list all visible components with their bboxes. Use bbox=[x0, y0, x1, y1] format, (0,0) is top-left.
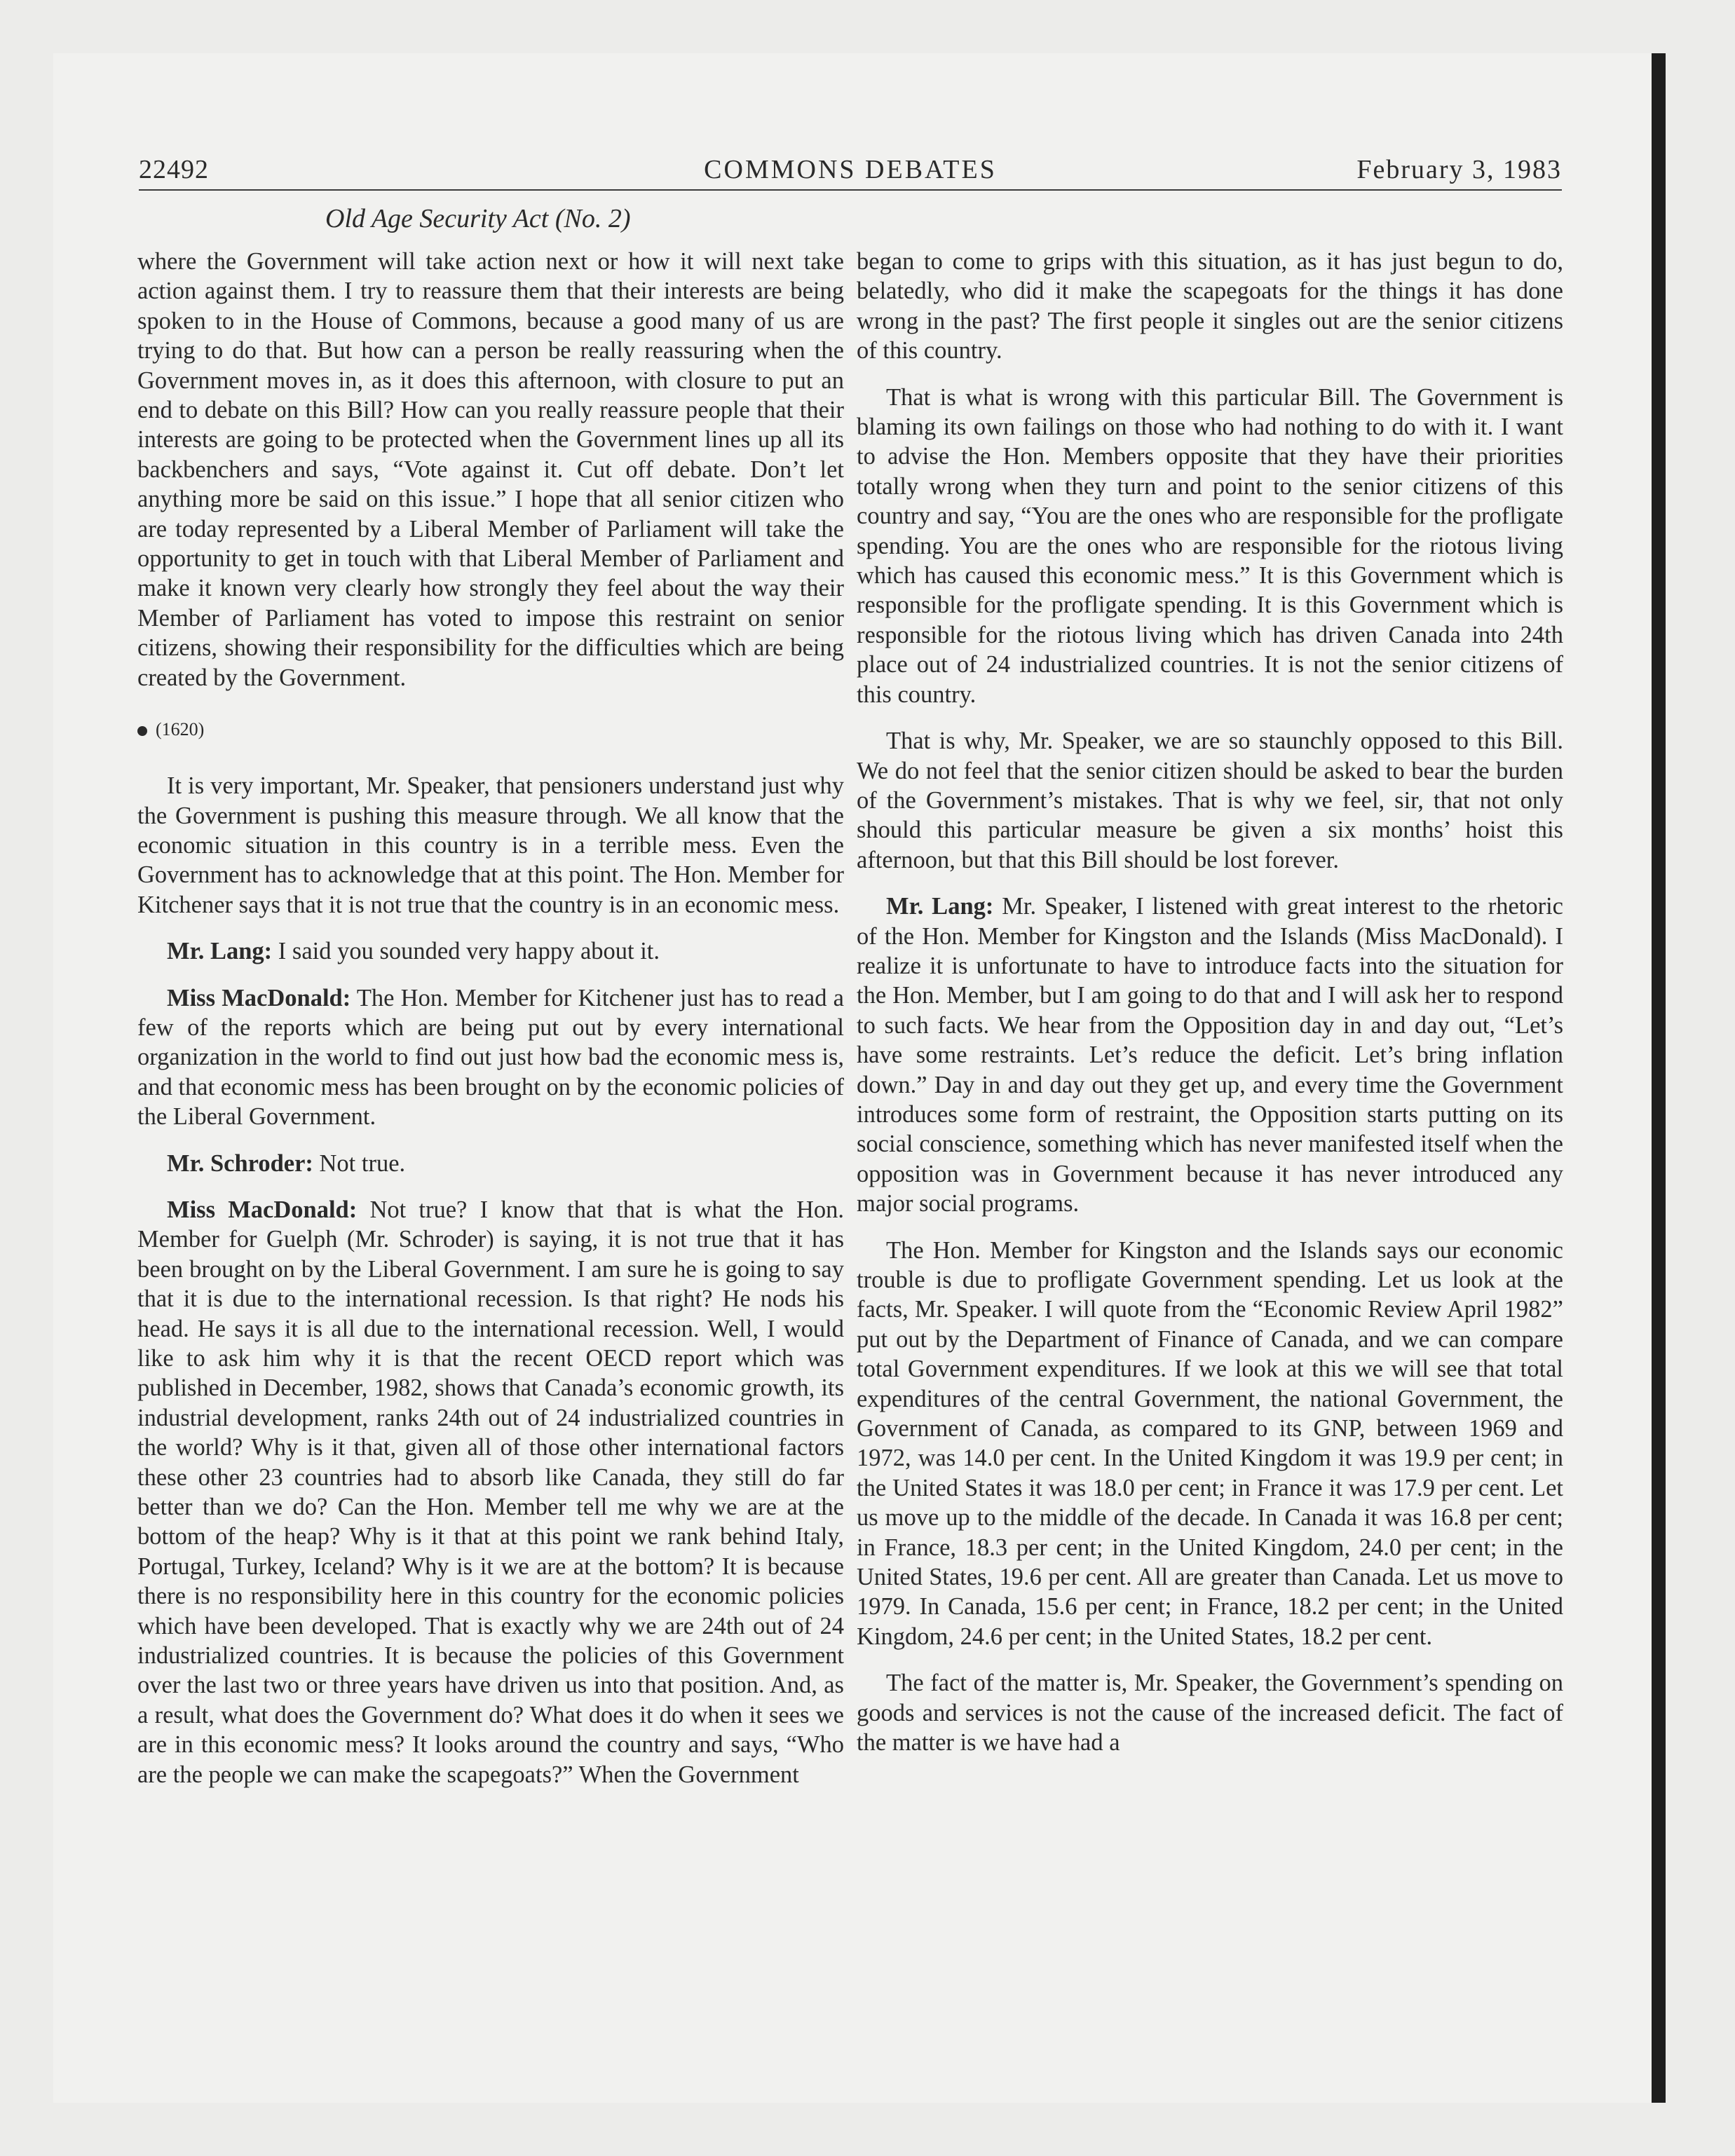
scan-edge bbox=[1652, 53, 1666, 2103]
speaker-name: Mr. Schroder: bbox=[167, 1149, 313, 1177]
time-marker bbox=[137, 719, 844, 740]
paragraph bbox=[137, 1195, 844, 1789]
speech-text: Not true? I know that that is what the Hon. Member for Guelph (Mr. Schroder) is saying, it is not true that it has been brought on by the Liberal Government. I am sure he is going to say that it is due to the international recession. Is that right? He nods his head. He says it is all due to the international recession. Well, I would like to ask him why it is that the recent OECD report which was published in December, 1982, shows that Canada’s economic growth, its industrial development, ranks 24th out of 24 industrialized countries in the world? Why is it that, given all of those other international factors these other 23 countries had to absorb like Canada, they still do far better than we do? Can the Hon. Member tell me why we are at the bottom of the heap? Why is it that at this point we rank behind Italy, Portugal, Turkey, Iceland? Why is it we are at the bottom? It is because there is no responsibility here in this country for the economic policies which have been developed. That is exactly why we are 24th out of 24 industrialized countries. It is because the policies of this Government over the last two or three years have driven us into that position. And, as a result, what does the Government do? What does it do when it sees we are in this economic mess? It looks around the country and says, “Who are the people we can make the scapegoats?” When the Government bbox=[137, 1196, 844, 1788]
publication-title: COMMONS DEBATES bbox=[704, 155, 997, 184]
paragraph: That is what is wrong with this particular Bill. The Government is blaming its own failings on those who had nothing to do with it. I want to advise the Hon. Members opposite that they have their priorities totally wrong when they turn and point to the senior citizens of this country and say, “You are the ones who are responsible for the profligate spending. You are the ones who are responsible for the riotous living which has caused this economic mess.” It is this Government which is responsible for the profligate spending. It is this Government which is responsible for the riotous living which has driven Canada into 24th place out of 24 industrialized countries. It is not the senior citizens of this country. bbox=[857, 383, 1563, 708]
paragraph: It is very important, Mr. Speaker, that pensioners understand just why the Government is pushing this measure through. We all know that the economic situation in this country is in a terrible mess. Even the Government has to acknowledge that at this point. The Hon. Member for Kitchener says that it is not true that the country is in an economic mess. bbox=[137, 772, 844, 918]
paragraph: The fact of the matter is, Mr. Speaker, the Government’s spending on goods and services is not the cause of the increased deficit. The fact of the matter is we have had a bbox=[857, 1670, 1563, 1756]
speech-text: Not true. bbox=[313, 1149, 406, 1177]
speech-text: I said you sounded very happy about it. bbox=[272, 938, 660, 965]
paragraph: where the Government will take action next or how it will next take action against them. I try to reassure them that their interests are being spoken to in the House of Commons, because a good many of us are trying to do that. But how can a person be really reassuring when the Government moves in, as it does this afternoon, with closure to put an end to debate on this Bill? How can you really reassure people that their interests are going to be protected when the Government lines up all its backbenchers and says, “Vote against it. Cut off debate. Don’t let anything more be said on this issue.” I hope that all senior citizen who are today represented by a Liberal Member of Parliament will take the opportunity to get in touch with that Liberal Member of Parliament and make it known very clearly how strongly they feel about the way their Member of Parliament has voted to impose this restraint on senior citizens, showing their responsibility for the difficulties which are being created by the Government. bbox=[137, 248, 844, 691]
time-marker-label: (1620) bbox=[156, 719, 205, 740]
paragraph: began to come to grips with this situation, as it has just begun to do, belatedly, who did it make the scapegoats for the things it has done wrong in the past? The first people it singles out are the senior citizens of this country. bbox=[857, 248, 1563, 364]
speaker-name: Miss MacDonald: bbox=[167, 984, 351, 1011]
page-date: February 3, 1983 bbox=[1356, 155, 1562, 184]
speaker-name: Miss MacDonald: bbox=[167, 1196, 358, 1223]
left-column bbox=[137, 247, 844, 1789]
bullet-icon bbox=[137, 726, 147, 736]
right-column bbox=[857, 247, 1563, 1758]
page-number: 22492 bbox=[139, 155, 209, 184]
page-header bbox=[139, 147, 1562, 191]
speaker-name: Mr. Lang: bbox=[886, 893, 994, 920]
paragraph: The Hon. Member for Kingston and the Islands says our economic trouble is due to profligate Government spending. Let us look at the facts, Mr. Speaker. I will quote from the “Economic Review April 1982” put out by the Department of Finance of Canada, and we can compare total Government expenditures. If we look at this we will see that total expenditures of the central Government, the national Government, the Government of Canada, as compared to its GNP, between 1969 and 1972, was 14.0 per cent. In the United Kingdom it was 19.9 per cent; in the United States it was 18.0 per cent; in France it was 17.9 per cent. Let us move up to the middle of the decade. In Canada it was 16.8 per cent; in France, 18.3 per cent; in the United Kingdom, 24.0 per cent; in the United States, 19.6 per cent. All are greater than Canada. Let us move to 1979. In Canada, 15.6 per cent; in France, 18.2 per cent; in the United Kingdom, 24.6 per cent; in the United States, 18.2 per cent. bbox=[857, 1236, 1563, 1650]
paragraph: That is why, Mr. Speaker, we are so staunchly opposed to this Bill. We do not feel that the senior citizen should be asked to bear the burden of the Government’s mistakes. That is why we feel, sir, that not only should this particular measure be given a six months’ hoist this afternoon, but that this Bill should be lost forever. bbox=[857, 728, 1563, 873]
section-subheading: Old Age Security Act (No. 2) bbox=[325, 204, 631, 233]
paragraph bbox=[857, 892, 1563, 1218]
paragraph bbox=[137, 936, 844, 966]
paragraph bbox=[137, 983, 844, 1132]
paragraph bbox=[137, 1149, 844, 1178]
speech-text: Mr. Speaker, I listened with great interest to the rhetoric of the Hon. Member for Kingston and the Islands (Miss MacDonald). I realize it is unfortunate to have to introduce facts into the situation for the Hon. Member, but I am going to do that and I will ask her to respond to such facts. We hear from the Opposition day in and day out, “Let’s have some restraints. Let’s reduce the deficit. Let’s bring inflation down.” Day in and day out they get up, and every time the Government introduces some form of restraint, the Opposition starts putting on its social conscience, something which has never manifested itself when the opposition was in Government because it has never introduced any major social programs. bbox=[857, 893, 1563, 1217]
speech-text: The Hon. Member for Kitchener just has to read a few of the reports which are being put out by every international organization in the world to find out just how bad the economic mess is, and that economic mess has been brought on by the economic policies of the Liberal Government. bbox=[137, 984, 844, 1131]
speaker-name: Mr. Lang: bbox=[167, 938, 273, 965]
